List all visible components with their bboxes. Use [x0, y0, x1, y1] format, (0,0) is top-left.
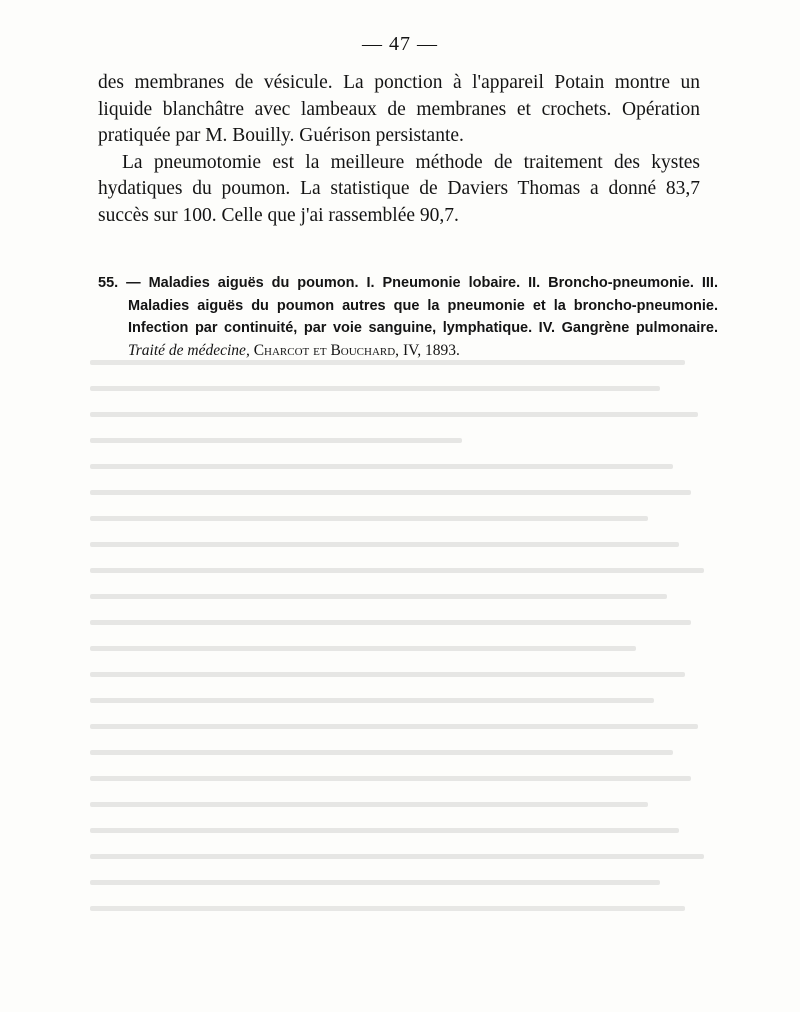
bibliography-entry-55	[98, 272, 718, 361]
entry-details: IV, 1893.	[402, 341, 460, 359]
page-number: — 47 —	[362, 33, 438, 55]
paragraph-continuation: des membranes de vésicule. La ponction à l'appareil Potain montre un liquide blanchâtre avec lambeaux de membranes et crochets. Opération pratiquée par M. Bouilly. Guérison persistante.	[98, 72, 700, 146]
body-text	[98, 70, 700, 229]
paragraph-pneumotomie: La pneumotomie est la meilleure méthode de traitement des kystes hydatiques du poumon. La statistique de Daviers Thomas a donné 83,7 succès sur 100. Celle que j'ai rassemblée 90,7.	[98, 151, 700, 226]
entry-source: Traité de médecine,	[128, 341, 250, 359]
entry-text	[98, 272, 718, 361]
reverse-side-bleed-through	[90, 360, 710, 960]
entry-authors: Charcot et Bouchard,	[253, 341, 400, 359]
entry-title: Maladies aiguës du poumon. I. Pneumonie lobaire. II. Broncho-pneumonie. III. Maladies aiguës du poumon autres que la pneumonie et la broncho-pneumonie. Infection par continuité, par voie sanguine, lymphatique. IV. Gangrène pulmonaire.	[128, 275, 718, 336]
entry-number: 55. —	[98, 275, 149, 291]
